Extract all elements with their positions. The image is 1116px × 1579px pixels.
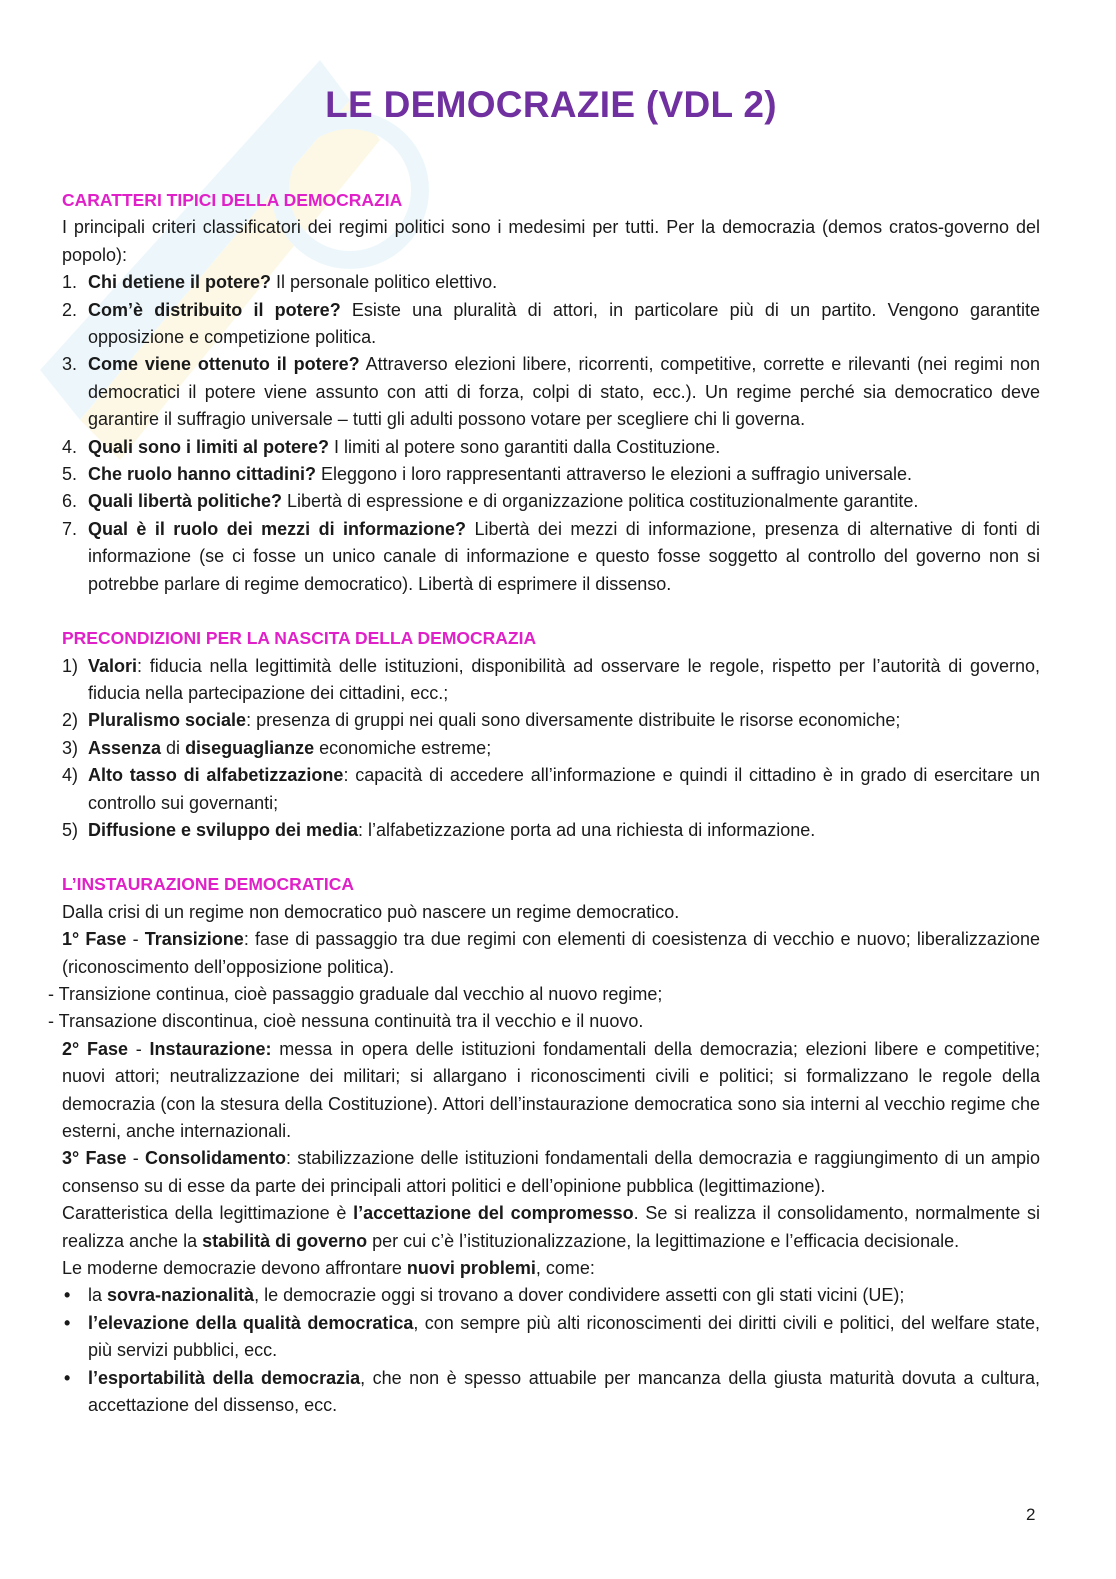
list-item xyxy=(62,516,1040,598)
item-text: Libertà dei mezzi di informazione, presenza di alternative di fonti di informazione (se ci fosse un unico canale di informazione e questo fosse soggetto al controllo del governo non si potrebbe parlare di regime democratico). Libertà di esprimere il dissenso. xyxy=(88,518,1040,594)
item-number: 6. xyxy=(62,491,78,512)
item-number: 4. xyxy=(62,436,78,457)
item-question: Quali sono i limiti al potere? xyxy=(88,436,330,457)
item-question: Quali libertà politiche? xyxy=(88,491,283,512)
item-question: Che ruolo hanno cittadini? xyxy=(88,464,316,485)
phase-separator: - xyxy=(126,929,145,950)
bullet-icon: • xyxy=(64,1312,71,1333)
phase-separator: - xyxy=(128,1038,150,1059)
item-number: 4) xyxy=(62,765,79,786)
paragraph-text: , come: xyxy=(535,1258,595,1279)
item-question: Com’è distribuito il potere? xyxy=(88,299,341,320)
phase-label: 3° Fase xyxy=(62,1148,127,1169)
phase-name: Consolidamento xyxy=(144,1148,286,1169)
bullet-icon: • xyxy=(64,1285,71,1306)
paragraph-text: . Se si realizza il consolidamento, normalmente si realizza anche la xyxy=(62,1203,1041,1251)
item-text: : fiducia nella legittimità delle istituzioni, disponibilità ad osservare le regole, rispetto per l’autorità di governo, fiducia nella partecipazione dei cittadini, ecc.; xyxy=(88,655,1040,703)
transition-type-continuous: - Transizione continua, cioè passaggio graduale dal vecchio al nuovo regime; xyxy=(48,983,663,1004)
item-term: l’elevazione della qualità democratica xyxy=(88,1312,414,1333)
list-item xyxy=(62,707,1040,734)
item-text: , le democrazie oggi si trovano a dover condividere assetti con gli stati vicini (UE); xyxy=(254,1285,905,1306)
item-text: Attraverso elezioni libere, ricorrenti, competitive, corrette e rilevanti (nei regimi non democratici il potere viene assunto con atti di forza, colpi di stato, ecc.). Un regime perché sia democratico deve garantire il suffragio universale – tutti gli adulti possono votare per scegliere chi li governa. xyxy=(88,354,1041,430)
item-text: : l’alfabetizzazione porta ad una richiesta di informazione. xyxy=(358,819,816,840)
item-text: : capacità di accedere all’informazione e quindi il cittadino è in grado di esercitare un controllo sui governanti; xyxy=(88,765,1040,813)
section-spacer xyxy=(62,844,1040,871)
list-item xyxy=(62,434,1040,461)
paragraph-text: Le moderne democrazie devono affrontare xyxy=(62,1258,407,1279)
item-text: di xyxy=(161,737,186,758)
criteria-list xyxy=(62,269,1040,598)
item-text: Il personale politico elettivo. xyxy=(271,272,498,293)
item-question: Chi detiene il potere? xyxy=(88,272,272,293)
list-item xyxy=(62,1365,1040,1420)
item-text: Esiste una pluralità di attori, in particolare più di un partito. Vengono garantite opposizione e competizione politica. xyxy=(88,299,1040,348)
list-item xyxy=(62,488,1040,515)
item-text: economiche estreme; xyxy=(314,737,492,758)
item-number: 3) xyxy=(62,737,79,758)
item-number: 2) xyxy=(62,710,79,731)
bullet-icon: • xyxy=(64,1367,71,1388)
paragraph-text: Caratteristica della legittimazione è xyxy=(62,1203,354,1224)
list-item xyxy=(62,653,1040,708)
item-number: 7. xyxy=(62,518,78,539)
list-item xyxy=(62,1282,1040,1309)
section-heading-instaurazione: L’INSTAURAZIONE DEMOCRATICA xyxy=(62,874,354,895)
item-number: 1. xyxy=(62,272,78,293)
list-item xyxy=(62,297,1040,352)
item-number: 3. xyxy=(62,354,78,375)
item-text: , con sempre più alti riconoscimenti dei diritti civili e politici, del welfare state, più servizi pubblici, ecc. xyxy=(88,1312,1040,1361)
section-intro: I principali criteri classificatori dei regimi politici sono i medesimi per tutti. Per la democrazia (demos cratos-governo del popolo): xyxy=(62,217,1040,265)
phase-text: : stabilizzazione delle istituzioni fondamentali della democrazia e raggiungimento di un ampio consenso su di esse da parte dei principali attori politici e dell’opinione pubblica (legittimazione). xyxy=(62,1148,1040,1196)
new-problems-intro xyxy=(62,1255,1040,1282)
emphasis-text: nuovi problemi xyxy=(406,1258,536,1279)
item-question: Qual è il ruolo dei mezzi di informazione? xyxy=(88,518,467,539)
page-number: 2 xyxy=(1026,1505,1036,1524)
item-term: l’esportabilità della democrazia xyxy=(88,1367,361,1388)
item-text: I limiti al potere sono garantiti dalla Costituzione. xyxy=(329,436,721,457)
section-heading-precondizioni: PRECONDIZIONI PER LA NASCITA DELLA DEMOCRAZIA xyxy=(62,628,537,649)
item-text: Libertà di espressione e di organizzazione politica costituzionalmente garantite. xyxy=(282,491,919,512)
section-intro: Dalla crisi di un regime non democratico può nascere un regime democratico. xyxy=(62,901,680,922)
page-title: LE DEMOCRAZIE (VDL 2) xyxy=(325,84,777,125)
phase-text: : fase di passaggio tra due regimi con elementi di coesistenza di vecchio e nuovo; liberalizzazione (riconoscimento dell’opposizione politica). xyxy=(62,929,1040,977)
list-item xyxy=(62,351,1040,433)
phase-label: 2° Fase xyxy=(62,1038,128,1059)
list-item xyxy=(62,269,1040,296)
section-spacer xyxy=(62,598,1040,625)
transition-type-discontinuous: - Transazione discontinua, cioè nessuna continuità tra il vecchio e il nuovo. xyxy=(48,1011,644,1032)
list-item xyxy=(62,1310,1040,1365)
item-term: sovra-nazionalità xyxy=(107,1285,255,1306)
list-item xyxy=(62,817,1040,844)
item-text: , che non è spesso attuabile per mancanza della giusta maturità dovuta a cultura, accettazione del dissenso, ecc. xyxy=(88,1367,1040,1416)
legitimation-paragraph xyxy=(62,1200,1040,1255)
list-item xyxy=(62,461,1040,488)
item-term: Alto tasso di alfabetizzazione xyxy=(88,765,344,786)
paragraph-text: per cui c’è l’istituzionalizzazione, la legittimazione e l’efficacia decisionale. xyxy=(367,1230,960,1251)
document-body xyxy=(48,187,1041,1419)
item-number: 2. xyxy=(62,299,78,320)
phase-2 xyxy=(62,1036,1040,1146)
item-term: diseguaglianze xyxy=(185,737,315,758)
item-number: 1) xyxy=(62,655,79,676)
item-term: Diffusione e sviluppo dei media xyxy=(88,819,359,840)
item-text: : presenza di gruppi nei quali sono diversamente distribuite le risorse economiche; xyxy=(246,710,901,731)
phase-text: messa in opera delle istituzioni fondamentali della democrazia; elezioni libere e competitive; nuovi attori; neutralizzazione dei militari; si allargano i riconoscimenti civili e politici; si formalizzano le regole della democrazia (con la stesura della Costituzione). Attori dell’instaurazione democratica sono sia interni al vecchio regime che esterni, anche internazionali. xyxy=(62,1038,1040,1141)
emphasis-text: stabilità di governo xyxy=(202,1230,368,1251)
emphasis-text: l’accettazione del compromesso xyxy=(353,1203,634,1224)
item-number: 5) xyxy=(62,819,79,840)
list-item xyxy=(62,762,1040,817)
item-text: la xyxy=(88,1285,108,1306)
preconditions-list xyxy=(62,653,1040,845)
item-text: Eleggono i loro rappresentanti attraverso le elezioni a suffragio universale. xyxy=(316,464,913,485)
phase-separator: - xyxy=(126,1148,145,1169)
phase-3 xyxy=(62,1145,1040,1200)
phase-name: Instaurazione: xyxy=(149,1038,272,1059)
item-number: 5. xyxy=(62,464,78,485)
phase-name: Transizione xyxy=(144,929,244,950)
problems-list xyxy=(62,1282,1040,1419)
item-term: Valori xyxy=(88,655,138,676)
list-item xyxy=(62,735,1040,762)
item-term: Pluralismo sociale xyxy=(88,710,247,731)
section-heading-caratteri: CARATTERI TIPICI DELLA DEMOCRAZIA xyxy=(62,190,403,210)
phase-label: 1° Fase xyxy=(62,929,127,950)
phase-1 xyxy=(62,926,1040,981)
item-question: Come viene ottenuto il potere? xyxy=(88,354,360,375)
item-term: Assenza xyxy=(88,737,162,758)
